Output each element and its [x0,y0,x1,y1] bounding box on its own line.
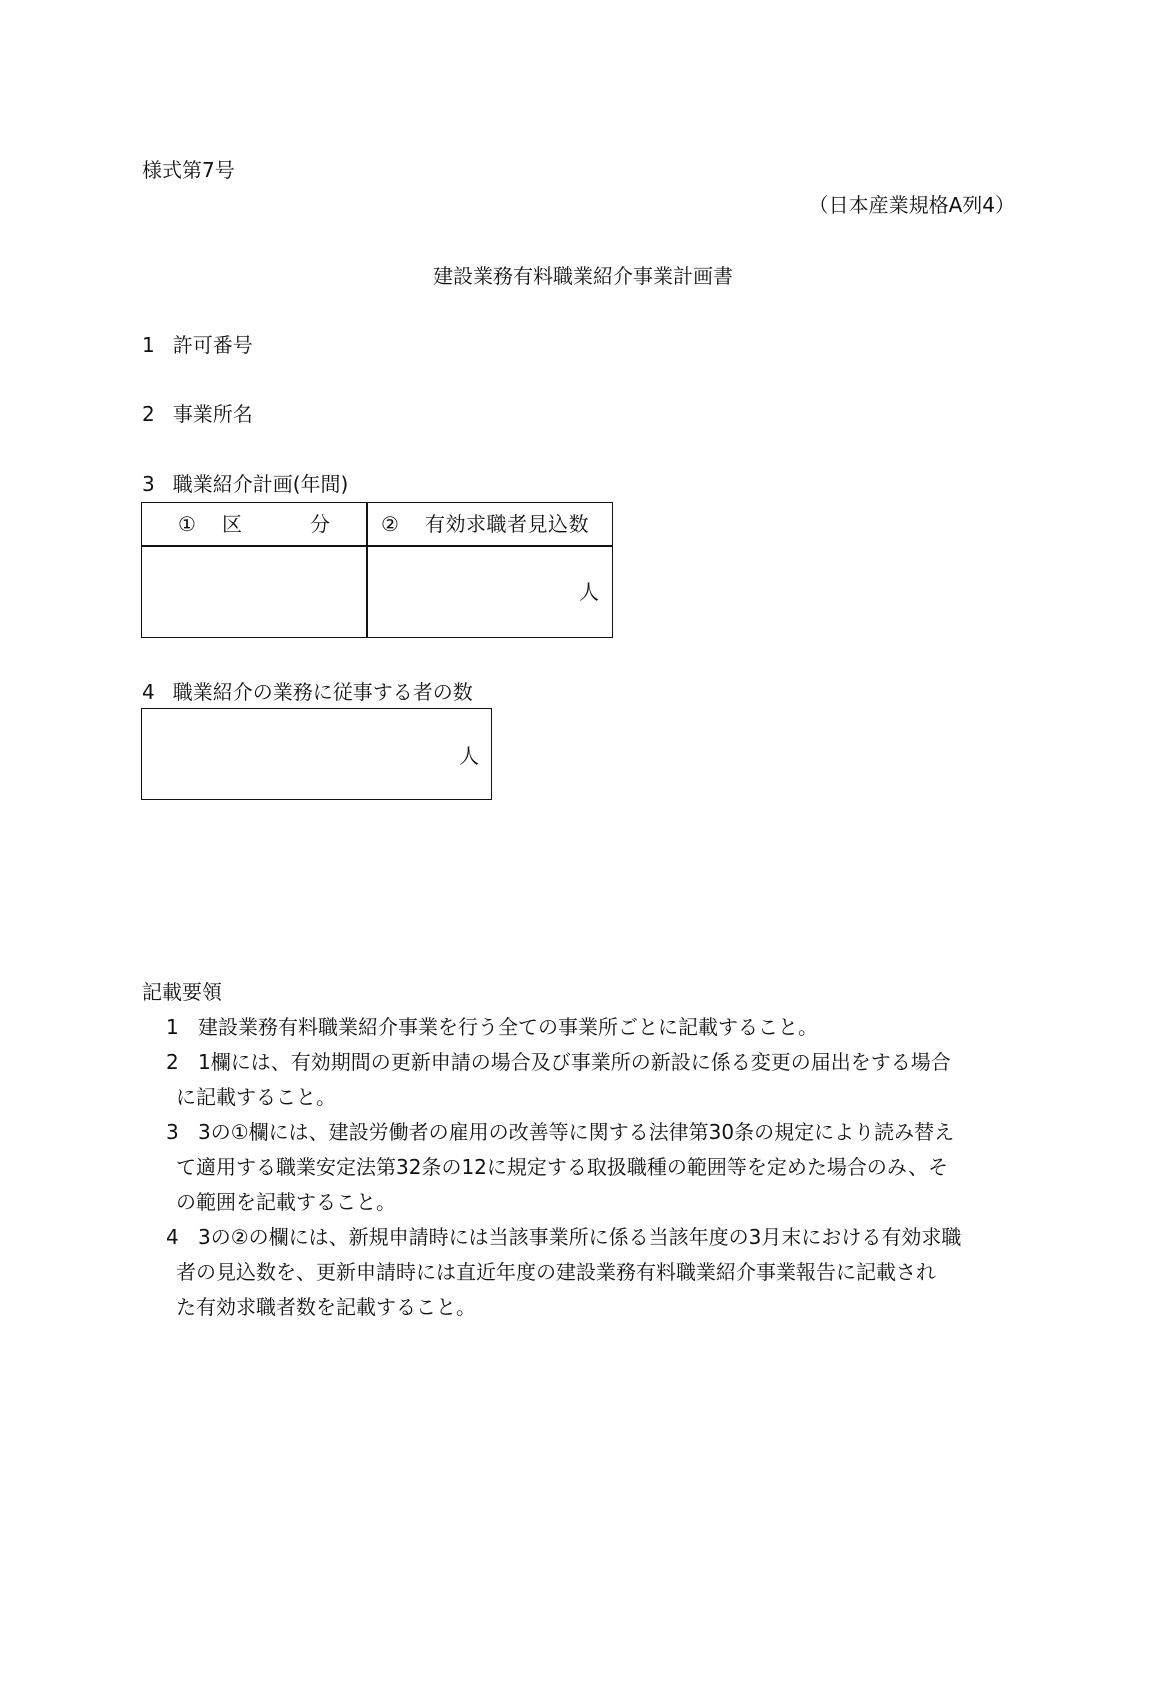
page-title: 建設業務有料職業紹介事業計画書 [433,264,733,288]
section-4 [142,680,473,704]
section-number: 4 [142,680,155,704]
section-number: 2 [142,402,155,426]
section-label: 許可番号 [172,333,253,357]
section-label: 事業所名 [172,402,253,426]
plan-table-column-divider [366,502,368,638]
section-number: 3 [142,472,155,496]
plan-unit: 人 [579,580,599,604]
note-line: に記載すること。 [176,1085,336,1109]
paper-size: （日本産業規格A列4） [808,193,1015,217]
section-2 [142,402,253,426]
note-line: 1欄には、有効期間の更新申請の場合及び事業所の新設に係る変更の届出をする場合 [198,1050,951,1074]
col2-header: 有効求職者見込数 [425,512,589,536]
section-1 [142,333,253,357]
section-label: 職業紹介の業務に従事する者の数 [172,680,473,704]
note-line: 3の①欄には、建設労働者の雇用の改善等に関する法律第30条の規定により読み替え [198,1120,955,1144]
note-number: 3 [166,1120,179,1144]
section-label: 職業紹介計画(年間) [172,472,349,496]
notes-heading: 記載要領 [142,980,222,1004]
note-line: 建設業務有料職業紹介事業を行う全ての事業所ごとに記載すること。 [198,1015,818,1039]
section-3 [142,472,348,496]
note-number: 2 [166,1050,179,1074]
col1-mark: ① [178,512,196,536]
note-number: 4 [166,1225,179,1249]
staff-count-box [141,708,492,800]
col2-mark: ② [381,512,399,536]
plan-table-header-divider [141,545,613,547]
note-line: 3の②の欄には、新規申請時には当該事業所に係る当該年度の3月末における有効求職 [198,1225,962,1249]
note-number: 1 [166,1015,179,1039]
col1-header-a: 区 [222,512,242,536]
section-number: 1 [142,333,155,357]
col1-header-b: 分 [310,512,330,536]
note-line: て適用する職業安定法第32条の12に規定する取扱職種の範囲等を定めた場合のみ、そ [176,1155,949,1179]
staff-unit: 人 [459,744,479,768]
note-line: の範囲を記載すること。 [176,1190,396,1214]
note-line: 者の見込数を、更新申請時には直近年度の建設業務有料職業紹介事業報告に記載され [176,1260,936,1284]
form-number: 様式第7号 [142,158,235,182]
note-line: た有効求職者数を記載すること。 [176,1295,476,1319]
